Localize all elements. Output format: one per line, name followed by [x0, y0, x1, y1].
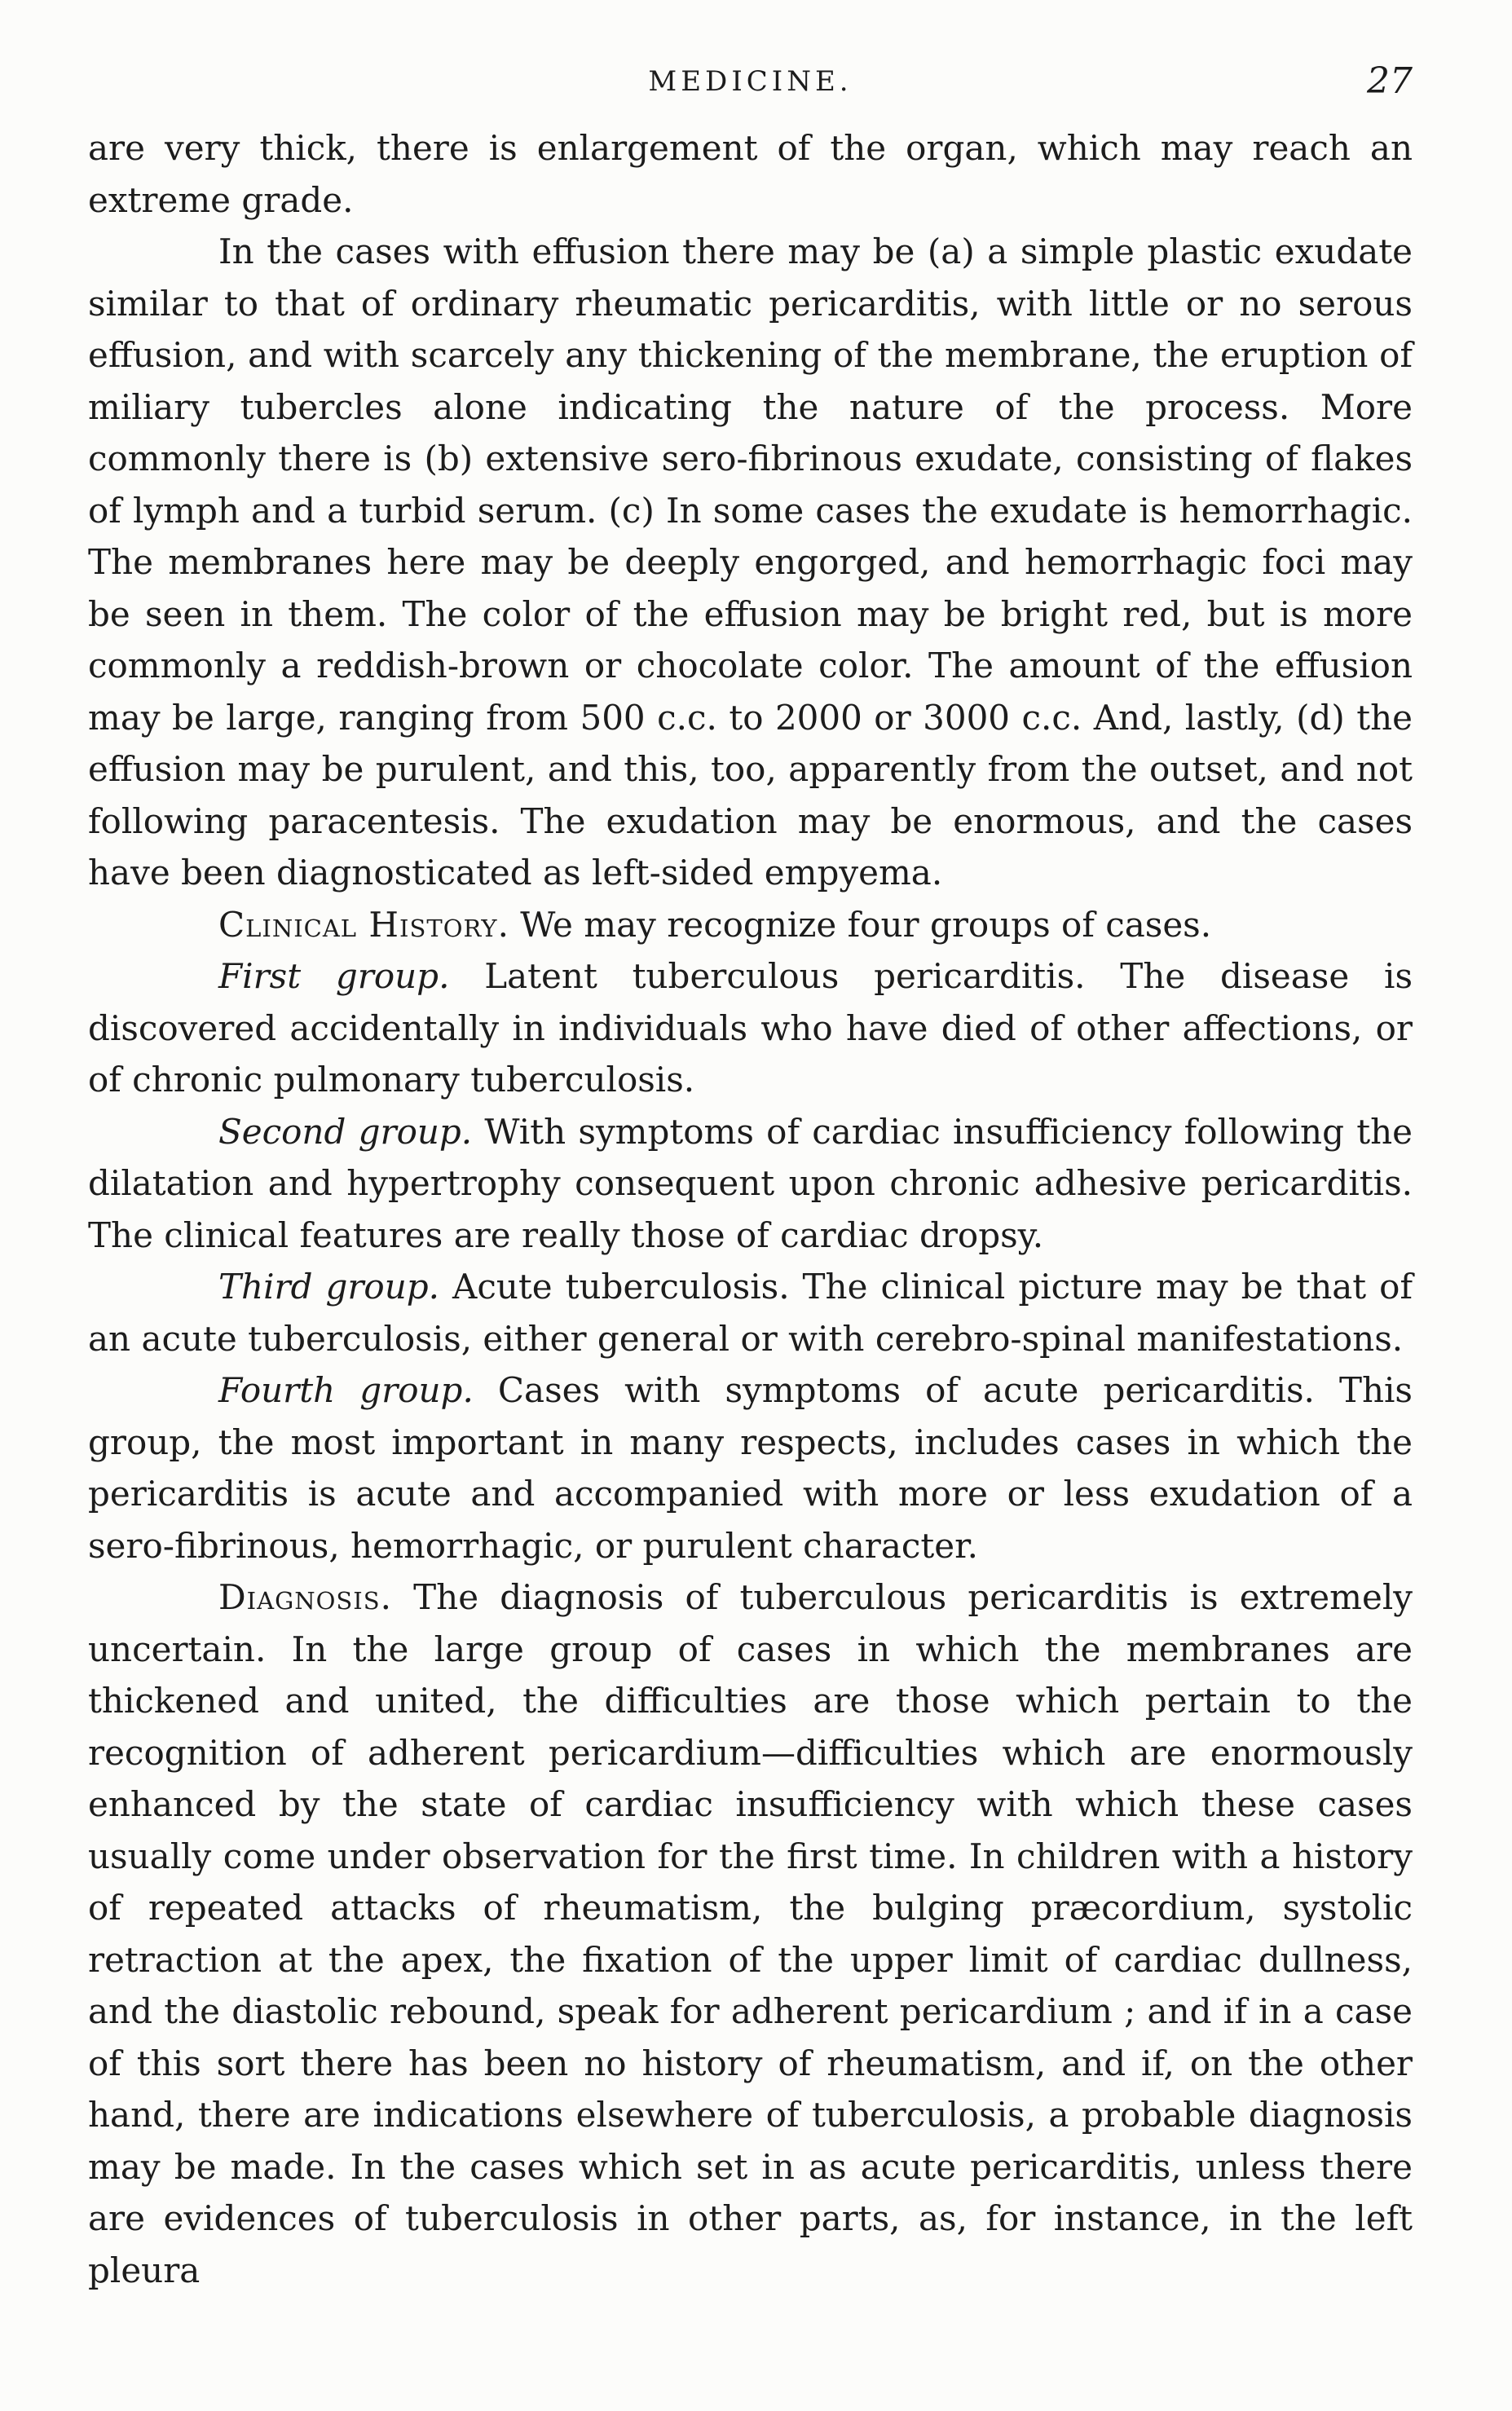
running-head: [88, 57, 1413, 122]
paragraph-text: In the cases with effusion there may be (a) a simple plastic exudate similar to that of ordinary rheumatic pericarditis, with little or no serous effusion, and with scarcely any thickening of the membrane, the eruption of miliary tubercles alone indicating the nature of the process. More commonly there is (b) extensive sero-fibrinous exudate, consisting of flakes of lymph and a turbid serum. (c) In some cases the exudate is hemorrhagic. The membranes here may be deeply engorged, and hemorrhagic foci may be seen in them. The color of the effusion may be bright red, but is more commonly a reddish-brown or chocolate color. The amount of the effusion may be large, ranging from 500 c.c. to 2000 or 3000 c.c. And, lastly, (d) the effusion may be purulent, and this, too, apparently from the outset, and not following paracentesis. The exudation may be enormous, and the cases have been diagnosticated as left-sided empyema.: [88, 231, 1413, 893]
paragraph-clinical-history: [88, 899, 1413, 951]
paragraph-text: Latent tuberculous pericarditis. The disease is discovered accidentally in individuals who have died of other affections, or of chronic pulmonary tuberculosis.: [88, 956, 1413, 1100]
group-heading-first: First group.: [218, 956, 450, 996]
paragraph-second-group: [88, 1106, 1413, 1262]
paragraph-continuation: [88, 122, 1413, 226]
paragraph-diagnosis: [88, 1571, 1413, 2296]
group-heading-third: Third group.: [218, 1267, 439, 1307]
paragraph-text: The diagnosis of tuberculous pericarditis is extremely uncertain. In the large group of cases in which the membranes are thickened and united, the difficulties are those which pertain to the recognition of adherent pericardium—difficulties which are enormously enhanced by the state of cardiac insufficiency with which these cases usually come under observation for the first time. In children with a history of repeated attacks of rheumatism, the bulging præcordium, systolic retraction at the apex, the fixation of the upper limit of cardiac dullness, and the diastolic rebound, speak for adherent pericardium ; and if in a case of this sort there has been no history of rheumatism, and if, on the other hand, there are indications elsewhere of tuberculosis, a probable diagnosis may be made. In the cases which set in as acute pericarditis, unless there are evidences of tuberculosis in other parts, as, for instance, in the left pleura: [88, 1577, 1413, 2290]
paragraph-text: Acute tuberculosis. The clinical picture may be that of an acute tuberculosis, either general or with cerebro-spinal manifestations.: [88, 1267, 1413, 1359]
paragraph-text: Cases with symptoms of acute pericarditis. This group, the most important in many respects, includes cases in which the pericarditis is acute and accompanied with more or less exudation of a sero-fibrinous, hemorrhagic, or purulent character.: [88, 1370, 1413, 1566]
section-heading-clinical-history: Clinical History.: [218, 904, 509, 945]
group-heading-fourth: Fourth group.: [218, 1370, 474, 1410]
paragraph-fourth-group: [88, 1364, 1413, 1571]
page: [88, 57, 1413, 2388]
group-heading-second: Second group.: [218, 1111, 473, 1152]
running-head-title: MEDICINE.: [648, 65, 853, 98]
paragraph-text: With symptoms of cardiac insufficiency following the dilatation and hypertrophy consequent upon chronic adhesive pericarditis. The clinical features are really those of cardiac dropsy.: [88, 1111, 1413, 1255]
paragraph-effusion-types: [88, 226, 1413, 899]
paragraph-text: We may recognize four groups of cases.: [520, 904, 1212, 945]
paragraph-text: are very thick, there is enlargement of the organ, which may reach an extreme grade.: [88, 128, 1413, 220]
body-text: [88, 122, 1413, 2296]
paragraph-first-group: [88, 950, 1413, 1106]
section-heading-diagnosis: Diagnosis.: [218, 1577, 392, 1617]
paragraph-third-group: [88, 1261, 1413, 1364]
page-number: 27: [1367, 60, 1413, 102]
